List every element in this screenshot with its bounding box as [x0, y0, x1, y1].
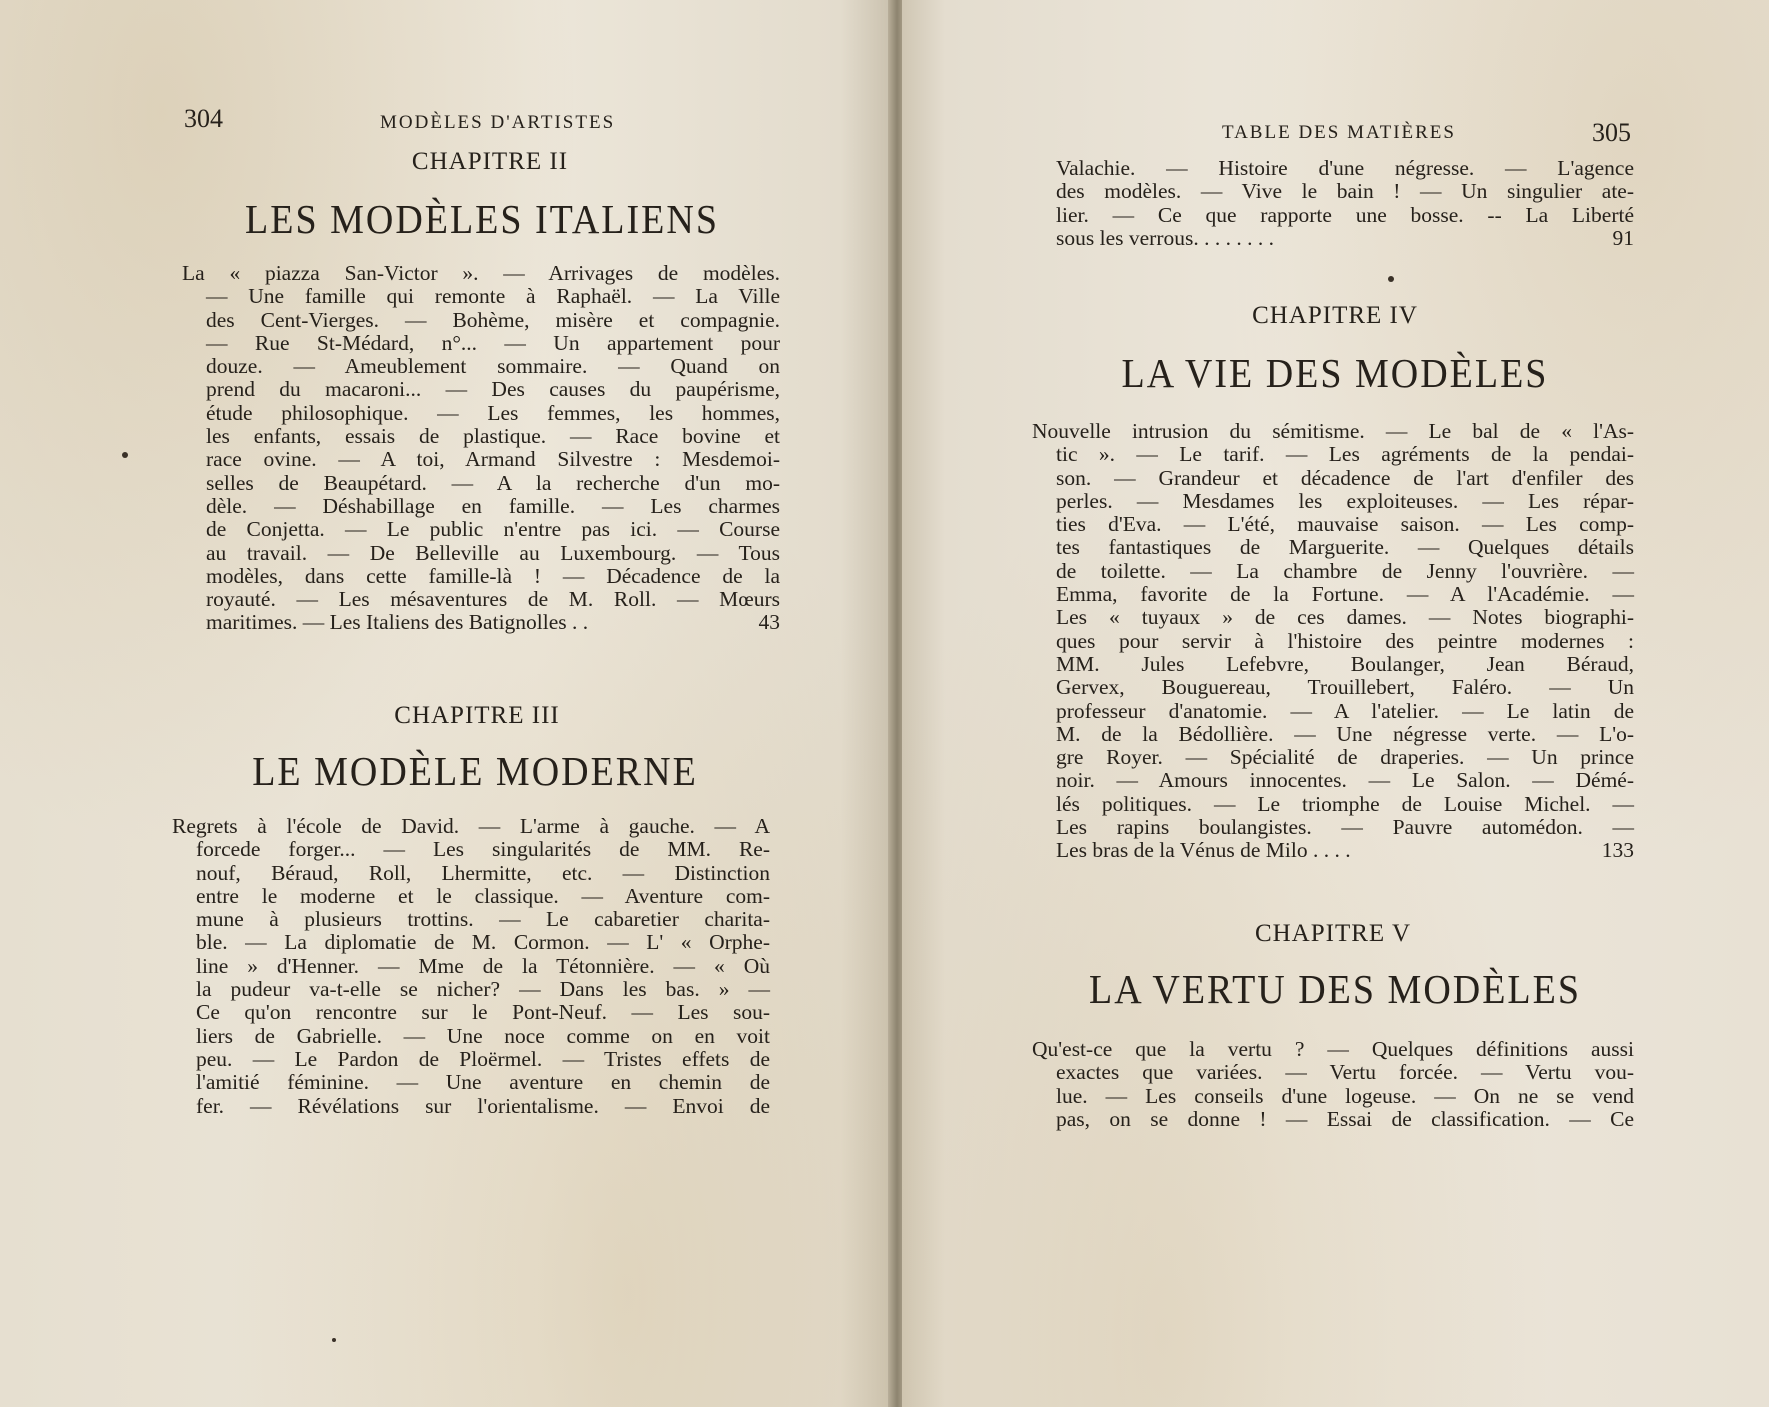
summary-line: de toilette. — La chambre de Jenny l'ouvrière. — [1056, 558, 1634, 583]
page-number: 304 [184, 104, 223, 133]
chapter-heading [0, 702, 894, 730]
summary-line: selles de Beaupétard. — A la recherche d'un mo- [206, 470, 780, 495]
summary-line: maritimes. — Les Italiens des Batignolles . . [206, 611, 589, 635]
summary-line: dèle. — Déshabillage en famille. — Les charmes [206, 493, 780, 518]
summary-line: Regrets à l'école de David. — L'arme à gauche. — A [172, 814, 770, 838]
page-number: 305 [1592, 118, 1631, 147]
chapter-title: LES MODÈLES ITALIENS [245, 197, 719, 243]
summary-line: professeur d'anatomie. — A l'atelier. — Le latin de [1056, 698, 1634, 723]
summary-line: tic ». — Le tarif. — Les agréments de la pendai- [1056, 442, 1634, 467]
summary-line: lés politiques. — Le triomphe de Louise Michel. — [1056, 791, 1634, 816]
summary-line: les enfants, essais de plastique. — Race bovine et [206, 424, 780, 449]
summary-line-with-ref [182, 611, 780, 634]
summary-line: sous les verrous. . . . . . . . [1056, 226, 1274, 250]
chapter-title-block [902, 968, 1768, 1012]
summary-line: la pudeur va-t-elle se nicher? — Dans les bas. » — [196, 977, 770, 1002]
chapter-title-block [0, 198, 894, 242]
summary-line: au travail. — De Belleville au Luxembourg. — Tous [206, 540, 780, 565]
summary-line: noir. — Amours innocentes. — Le Salon. — Démé- [1056, 768, 1634, 793]
chapter-label: CHAPITRE II [411, 148, 569, 175]
ink-spot [1388, 276, 1394, 282]
chapter-summary [182, 262, 780, 635]
summary-line: son. — Grandeur et décadence de l'art d'enfiler des [1056, 465, 1634, 490]
chapter-label: CHAPITRE IV [1252, 302, 1418, 329]
summary-line: pas, on se donne ! — Essai de classification. — Ce [1056, 1106, 1634, 1131]
chapter-summary [172, 815, 770, 1118]
chapter-label: CHAPITRE III [394, 702, 560, 729]
chapter-title-block [0, 750, 894, 794]
summary-line: race ovine. — A toi, Armand Silvestre : Mesdemoi- [206, 447, 780, 472]
summary-line: étude philosophique. — Les femmes, les hommes, [206, 400, 780, 425]
chapter-heading [902, 302, 1768, 330]
chapter-summary [1032, 1038, 1634, 1131]
summary-line: Les « tuyaux » de ces dames. — Notes biographi- [1056, 605, 1634, 630]
summary-line: Ce qu'on rencontre sur le Pont-Neuf. — Les sou- [196, 1000, 770, 1025]
summary-line: des modèles. — Vive le bain ! — Un singulier ate- [1056, 179, 1634, 204]
summary-line: peu. — Le Pardon de Ploërmel. — Tristes effets de [196, 1046, 770, 1071]
chapter-heading [0, 148, 894, 176]
summary-line: Les rapins boulangistes. — Pauvre automédon. — [1056, 815, 1634, 840]
summary-line: royauté. — Les mésaventures de M. Roll. — Mœurs [206, 587, 780, 612]
page-reference: 43 [758, 611, 780, 635]
summary-line: perles. — Mesdames les exploiteuses. — Les répar- [1056, 488, 1634, 513]
summary-line: nouf, Béraud, Roll, Lhermitte, etc. — Distinction [196, 860, 770, 885]
chapter-title-block [902, 352, 1768, 396]
summary-line: douze. — Ameublement sommaire. — Quand on [206, 354, 780, 379]
summary-line: M. de la Bédollière. — Une négresse verte. — L'o- [1056, 721, 1634, 746]
summary-line: modèles, dans cette famille-là ! — Décadence de la [206, 563, 780, 588]
summary-line: La « piazza San-Victor ». — Arrivages de modèles. [182, 261, 780, 285]
chapter-summary-continued [1056, 157, 1634, 250]
summary-line: tes fantastiques de Marguerite. — Quelques détails [1056, 535, 1634, 560]
summary-line: des Cent-Vierges. — Bohème, misère et compagnie. [206, 307, 780, 332]
running-head: MODÈLES D'ARTISTES [380, 112, 616, 133]
summary-line: lue. — Les conseils d'une logeuse. — On ne se vend [1056, 1083, 1634, 1108]
running-head: TABLE DES MATIÈRES [1222, 122, 1456, 143]
summary-line: exactes que variées. — Vertu forcée. — Vertu vou- [1056, 1060, 1634, 1085]
summary-line: gre Royer. — Spécialité de draperies. — Un prince [1056, 745, 1634, 770]
page-reference: 91 [1612, 226, 1634, 250]
summary-line: — Une famille qui remonte à Raphaël. — La Ville [206, 284, 780, 309]
summary-line: — Rue St-Médard, n°... — Un appartement pour [206, 330, 780, 355]
summary-line-with-ref [1056, 227, 1634, 250]
summary-line: prend du macaroni... — Des causes du paupérisme, [206, 377, 780, 402]
summary-line: line » d'Henner. — Mme de la Tétonnière. — « Où [196, 953, 770, 978]
chapter-title: LA VERTU DES MODÈLES [1089, 967, 1581, 1013]
summary-line: entre le moderne et le classique. — Aventure com- [196, 883, 770, 908]
ink-spot [332, 1338, 336, 1342]
summary-line: ties d'Eva. — L'été, mauvaise saison. — Les comp- [1056, 512, 1634, 537]
summary-line-with-ref [1032, 839, 1634, 862]
summary-line: MM. Jules Lefebvre, Boulanger, Jean Béraud, [1056, 651, 1634, 676]
summary-line: ble. — La diplomatie de M. Cormon. — L' « Orphe- [196, 930, 770, 955]
summary-line: de Conjetta. — Le public n'entre pas ici. — Course [206, 517, 780, 542]
chapter-heading [902, 920, 1764, 948]
right-page [902, 0, 1769, 1407]
summary-line: Gervex, Bouguereau, Trouillebert, Faléro. — Un [1056, 675, 1634, 700]
chapter-label: CHAPITRE V [1254, 920, 1412, 947]
summary-line: fer. — Révélations sur l'orientalisme. — Envoi de [196, 1093, 770, 1118]
summary-line: forcede forger... — Les singularités de MM. Re- [196, 837, 770, 862]
summary-line: Emma, favorite de la Fortune. — A l'Académie. — [1056, 582, 1634, 607]
summary-line: ques pour servir à l'histoire des peintre modernes : [1056, 628, 1634, 653]
chapter-title: LE MODÈLE MODERNE [252, 749, 698, 795]
summary-line: Qu'est-ce que la vertu ? — Quelques définitions aussi [1032, 1037, 1634, 1061]
summary-line: mune à plusieurs trottins. — Le cabaretier charita- [196, 907, 770, 932]
ink-spot [122, 452, 128, 458]
summary-line: Les bras de la Vénus de Milo . . . . [1056, 839, 1351, 863]
chapter-summary [1032, 420, 1634, 863]
chapter-title: LA VIE DES MODÈLES [1121, 351, 1549, 397]
page-reference: 133 [1601, 839, 1634, 863]
summary-line: Valachie. — Histoire d'une négresse. — L'agence [1056, 156, 1634, 180]
summary-line: lier. — Ce que rapporte une bosse. -- La Liberté [1056, 202, 1634, 227]
summary-line: liers de Gabrielle. — Une noce comme on en voit [196, 1023, 770, 1048]
summary-line: l'amitié féminine. — Une aventure en chemin de [196, 1070, 770, 1095]
summary-line: Nouvelle intrusion du sémitisme. — Le bal de « l'As- [1032, 419, 1634, 443]
